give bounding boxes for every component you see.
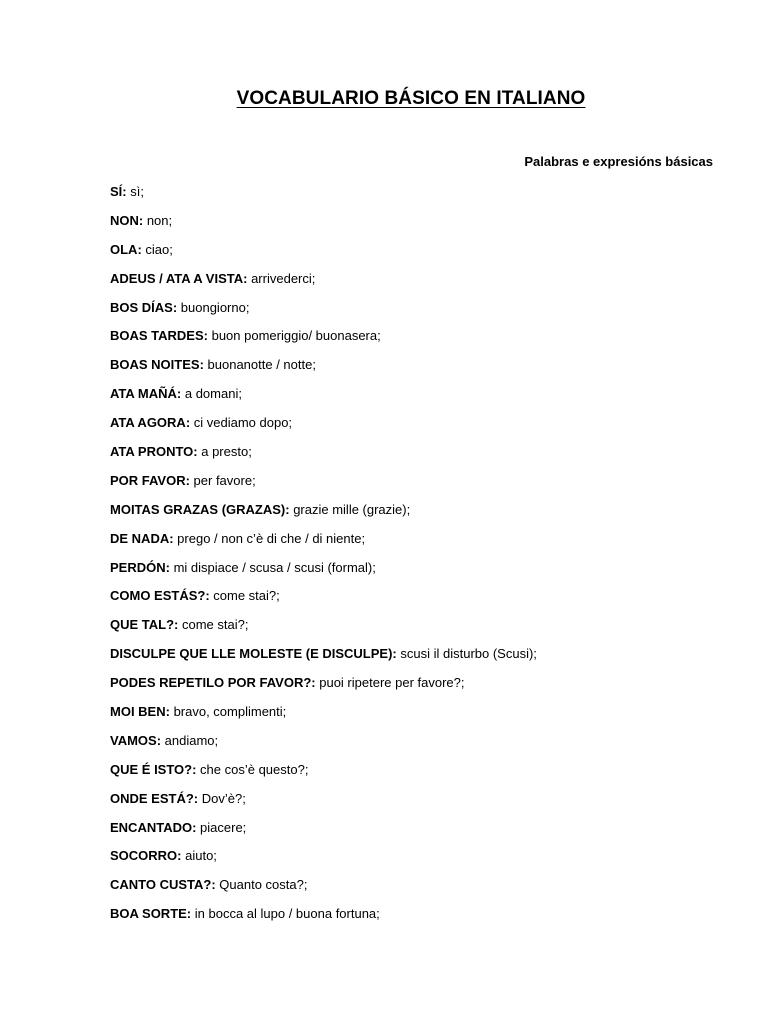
vocab-term: BOA SORTE:: [110, 906, 192, 922]
vocab-translation: buon pomeriggio/ buonasera;: [207, 328, 381, 344]
vocab-translation: ciao;: [141, 241, 173, 257]
vocabulary-list: [110, 182, 537, 933]
vocab-entry: [110, 875, 537, 904]
vocab-entry: [110, 471, 537, 500]
vocab-translation: non;: [143, 212, 173, 228]
vocab-term: ATA AGORA:: [110, 415, 191, 431]
vocab-term: MOI BEN:: [110, 704, 170, 720]
vocab-term: BOS DÍAS:: [110, 299, 178, 315]
vocab-translation: buongiorno;: [177, 299, 250, 315]
vocab-term: ATA MAÑÁ:: [110, 386, 182, 402]
vocab-entry: [110, 702, 537, 731]
vocab-term: ONDE ESTÁ?:: [110, 790, 199, 806]
vocab-term: BOAS TARDES:: [110, 328, 208, 344]
vocab-entry: [110, 182, 537, 211]
vocab-term: QUE É ISTO?:: [110, 761, 197, 777]
vocab-term: VAMOS:: [110, 732, 162, 748]
vocab-entry: [110, 529, 537, 558]
vocab-entry: [110, 615, 537, 644]
vocab-term: ENCANTADO:: [110, 819, 197, 835]
vocab-translation: piacere;: [196, 819, 247, 835]
vocab-term: ATA PRONTO:: [110, 444, 198, 460]
vocab-entry: [110, 789, 537, 818]
vocab-translation: che cos’è questo?;: [196, 761, 309, 777]
vocab-translation: grazie mille (grazie);: [289, 501, 411, 517]
vocab-translation: in bocca al lupo / buona fortuna;: [191, 906, 380, 922]
vocab-translation: puoi ripetere per favore?;: [315, 675, 465, 691]
vocab-translation: buonanotte / notte;: [203, 357, 316, 373]
vocab-term: CANTO CUSTA?:: [110, 877, 216, 893]
vocab-entry: [110, 644, 537, 673]
vocab-translation: come stai?;: [209, 588, 280, 604]
vocab-entry: [110, 442, 537, 471]
vocab-entry: [110, 673, 537, 702]
vocab-entry: [110, 269, 537, 298]
vocab-entry: [110, 384, 537, 413]
vocab-entry: [110, 355, 537, 384]
vocab-term: NON:: [110, 212, 144, 228]
vocab-entry: [110, 500, 537, 529]
vocab-entry: [110, 904, 537, 933]
vocab-translation: sì;: [126, 184, 144, 199]
vocab-term: ADEUS / ATA A VISTA:: [110, 270, 248, 286]
vocab-translation: a presto;: [197, 444, 252, 460]
vocab-term: PERDÓN:: [110, 559, 170, 575]
vocab-translation: come stai?;: [178, 617, 249, 633]
vocab-entry: [110, 846, 537, 875]
vocab-entry: [110, 731, 537, 760]
vocab-term: COMO ESTÁS?:: [110, 588, 210, 604]
vocab-entry: [110, 211, 537, 240]
vocab-term: POR FAVOR:: [110, 472, 190, 488]
vocab-translation: a domani;: [181, 386, 242, 402]
page-title: VOCABULARIO BÁSICO EN ITALIANO: [236, 88, 586, 109]
vocab-term: SÍ:: [110, 184, 127, 199]
vocab-term: OLA:: [110, 241, 142, 257]
vocab-translation: bravo, complimenti;: [169, 704, 287, 720]
vocab-translation: ci vediamo dopo;: [190, 415, 293, 431]
vocab-translation: mi dispiace / scusa / scusi (formal);: [169, 559, 376, 575]
vocab-entry: [110, 326, 537, 355]
vocab-entry: [110, 558, 537, 587]
vocab-translation: Dov’è?;: [198, 790, 246, 806]
vocab-term: SOCORRO:: [110, 848, 182, 864]
vocab-translation: per favore;: [189, 472, 256, 488]
vocab-entry: [110, 760, 537, 789]
section-subtitle: Palabras e expresións básicas: [524, 154, 713, 169]
vocab-term: MOITAS GRAZAS (GRAZAS):: [110, 501, 290, 517]
vocab-translation: arrivederci;: [247, 270, 316, 286]
vocab-translation: scusi il disturbo (Scusi);: [396, 646, 537, 662]
vocab-term: PODES REPETILO POR FAVOR?:: [110, 675, 316, 691]
vocab-term: DE NADA:: [110, 530, 174, 546]
vocab-term: DISCULPE QUE LLE MOLESTE (E DISCULPE):: [110, 646, 397, 662]
vocab-term: BOAS NOITES:: [110, 357, 204, 373]
vocab-term: QUE TAL?:: [110, 617, 179, 633]
vocab-entry: [110, 413, 537, 442]
vocab-translation: aiuto;: [181, 848, 217, 864]
vocab-entry: [110, 818, 537, 847]
vocab-translation: andiamo;: [161, 732, 219, 748]
vocab-translation: Quanto costa?;: [215, 877, 308, 893]
vocab-entry: [110, 586, 537, 615]
vocab-entry: [110, 240, 537, 269]
vocab-translation: prego / non c’è di che / di niente;: [173, 530, 366, 546]
vocab-entry: [110, 298, 537, 327]
